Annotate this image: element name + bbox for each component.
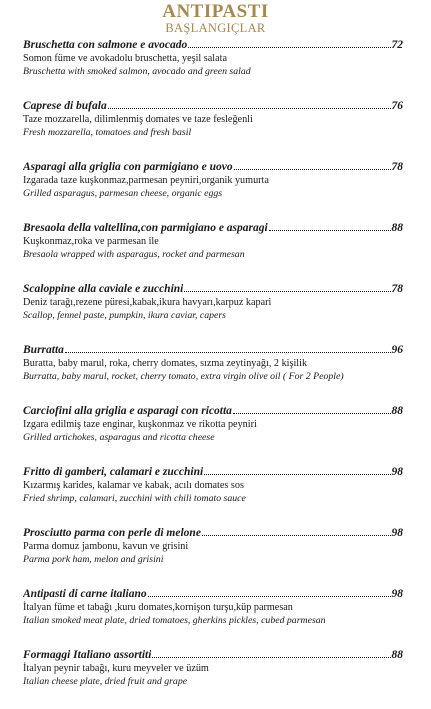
menu-item-description-tr: Kızarmış karides, kalamar ve kabak, acılı domates sos [23,480,244,491]
dot-leader [188,47,390,48]
menu-item-description-tr: Deniz tarağı,rezene püresi,kabak,ikura havyarı,karpuz kapari [23,297,272,308]
menu-item-heading [23,343,403,357]
menu-item [23,38,403,99]
menu-item-name: Burratta [23,344,64,356]
dot-leader [108,108,391,109]
menu-item-name: Antipasti di carne italiano [23,588,147,600]
menu-item [23,465,403,526]
menu-item-name: Formaggi Italiano assortiti [23,649,152,661]
menu-item [23,221,403,282]
menu-item-price: 88 [391,649,403,661]
menu-item [23,160,403,221]
menu-item-description-en: Scallop, fennel paste, pumpkin, ikura caviar, capers [23,310,226,321]
menu-item-description-en: Grilled artichokes, asparagus and ricotta cheese [23,432,215,443]
menu-item-description-en: Burratta, baby marul, rocket, cherry tomato, extra virgin olive oil ( For 2 People) [23,371,344,382]
menu-item-description-tr: Parma domuz jambonu, kavun ve grisini [23,541,189,552]
menu-item-name: Bresaola della valtellina,con parmigiano e asparagi [23,222,268,234]
menu-item-heading [23,282,403,296]
dot-leader [152,657,390,658]
menu-item [23,587,403,648]
dot-leader [234,169,391,170]
menu-item-description-tr: Kuşkonmaz,roka ve parmesan ile [23,236,159,247]
menu-item-heading [23,648,403,662]
menu-item [23,404,403,465]
menu-item-name: Carciofini alla griglia e asparagi con ricotta [23,405,232,417]
menu-item-description-en: Fresh mozzarella, tomatoes and fresh basil [23,127,192,138]
menu-item-description-en: Grilled asparagus, parmesan cheese, organic eggs [23,188,223,199]
menu-header [0,0,431,35]
dot-leader [233,413,391,414]
menu-item-price: 98 [391,527,403,539]
menu-item-heading [23,404,403,418]
menu-item-description-en: Italian cheese plate, dried fruit and grape [23,676,188,687]
menu-item [23,99,403,160]
menu-item-heading [23,99,403,113]
menu-item-heading [23,160,403,174]
menu-item-price: 98 [391,588,403,600]
menu-item-description-tr: Izgara edilmiş taze enginar, kuşkonmaz ve rikotta peyniri [23,419,257,430]
dot-leader [202,535,391,536]
menu-item [23,526,403,587]
menu-item-heading [23,465,403,479]
menu-item [23,343,403,404]
section-title: ANTIPASTI [162,1,269,22]
menu-item-description-tr: Somon füme ve avokadolu bruschetta, yeşil salata [23,53,227,64]
menu-item-price: 96 [391,344,403,356]
menu-item-heading [23,221,403,235]
menu-item-description-en: Bruschetta with smoked salmon, avocado and green salad [23,66,251,77]
menu-item-name: Caprese di bufala [23,100,107,112]
menu-item-name: Prosciutto parma con perle di melone [23,527,201,539]
menu-item-name: Scaloppine alla caviale e zucchini [23,283,184,295]
menu-item-heading [23,38,403,52]
menu-item-price: 78 [391,283,403,295]
menu-item-name: Bruschetta con salmone e avocado [23,39,188,51]
menu-item-description-tr: Buratta, baby marul, roka, cherry domates, sızma zeytinyağı, 2 kişilik [23,358,308,369]
dot-leader [184,291,390,292]
menu-item-price: 76 [391,100,403,112]
dot-leader [204,474,390,475]
menu-item-description-en: Italian smoked meat plate, dried tomatoes, gherkins pickles, cubed parmesan [23,615,326,626]
menu-item-price: 98 [391,466,403,478]
menu-item-description-en: Fried shrimp, calamari, zucchini with chili tomato sauce [23,493,246,504]
menu-item-name: Asparagi alla griglia con parmigiano e uovo [23,161,233,173]
menu-item-heading [23,526,403,540]
menu-item-description-tr: Izgarada taze kuşkonmaz,parmesan peyniri,organik yumurta [23,175,269,186]
menu-item-price: 88 [391,222,403,234]
menu-item-description-en: Bresaola wrapped with asparagus, rocket and parmesan [23,249,245,260]
menu-item-description-tr: İtalyan peynir tabağı, kuru meyveler ve üzüm [23,663,209,674]
dot-leader [269,230,391,231]
menu-item [23,282,403,343]
menu-item-price: 78 [391,161,403,173]
dot-leader [148,596,391,597]
section-subtitle: BAŞLANGIÇLAR [165,21,266,35]
menu-item-description-tr: Taze mozzarella, dilimlenmiş domates ve taze fesleğenli [23,114,253,125]
menu-item-list [23,38,403,709]
menu-item-price: 88 [391,405,403,417]
menu-item-heading [23,587,403,601]
dot-leader [65,352,391,353]
menu-item-price: 72 [391,39,403,51]
menu-item-description-tr: İtalyan füme et tabağı ,kuru domates,kornişon turşu,küp parmesan [23,602,293,613]
menu-item-name: Fritto di gamberi, calamari e zucchini [23,466,204,478]
menu-item-description-en: Parma pork ham, melon and grisini [23,554,164,565]
